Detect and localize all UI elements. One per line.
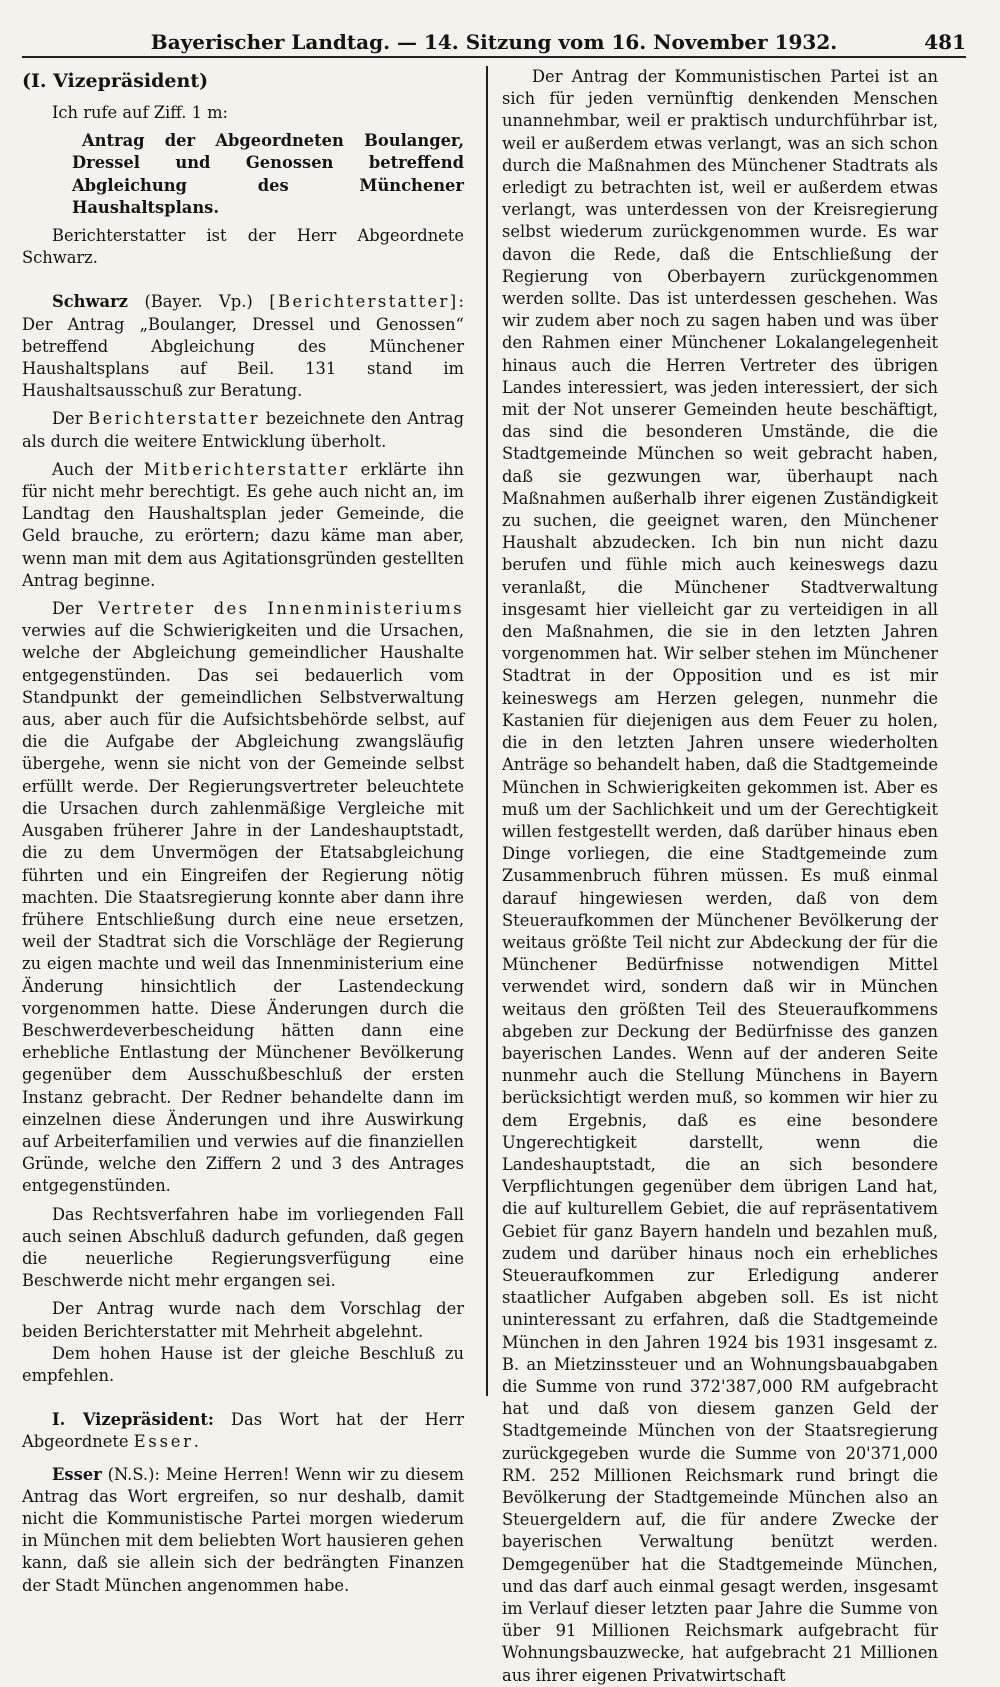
speaker-role: [Berichterstatter]	[269, 292, 459, 312]
text-run: bezeichnete den Antrag als durch die weitere Entwicklung überholt.	[22, 409, 464, 451]
running-title: Bayerischer Landtag. — 14. Sitzung vom 16. November 1932.	[150, 30, 838, 54]
text-run: Auch der	[52, 459, 144, 479]
page-number: 481	[924, 30, 966, 54]
text-run: verwies auf die Schwierigkeiten und die Ursachen, welche der Abgleichung gemeindlicher Haushalte entgegenstünden. Das sei bedauerlich vom Standpunkt der gemeindlichen Selbstverwaltung aus, aber auch für die Aufsichtsbehörde selbst, auf die die Aufgabe der Abgleichung zwangsläufig übergehe, wenn sie nicht von der Gemeinde selbst erfüllt werde. Der Regierungsvertreter beleuchtete die Ursachen durch zahlenmäßige Vergleiche mit Ausgaben früherer Jahre in der Landeshauptstadt, die zu dem Unvermögen der Etatsabgleichung führten und ein Eingreifen der Regierung nötig machten. Die Staatsregierung konnte aber dann ihre frühere Entschließung durch eine neue ersetzen, weil der Stadtrat sich die Vorschläge der Regierung zu eigen machte und weil das Innenministerium eine Änderung hinsichtlich der Lastendeckung vorgenommen hatte. Diese Änderungen durch die Beschwerdeverbescheidung hätten dann eine erhebliche Entlastung der Münchener Bevölkerung gegenüber dem Ausschußbeschluß der ersten Instanz gebracht. Der Redner behandelte dann im einzelnen diese Änderungen und ihre Auswirkung auf Arbeiterfamilien und verwies auf die finanziellen Gründe, welche den Ziffern 2 und 3 des Antrages entgegenstünden.	[22, 621, 464, 1196]
speaker-name: Esser	[52, 1464, 102, 1484]
speech-esser	[22, 1464, 464, 1597]
speaker-name: Schwarz	[52, 292, 128, 312]
speech-text: : Der Antrag „Boulanger, Dressel und Genossen“ betreffend Abgleichung des Münchener Haushaltsplans auf Beil. 131 stand im Haushaltsausschuß zur Beratung.	[22, 292, 464, 401]
speaker-name-spaced: Esser	[133, 1432, 194, 1452]
spaced-term: Berichterstatter	[88, 409, 260, 429]
speech-text: : Meine Herren! Wenn wir zu diesem Antrag das Wort ergreifen, so nur deshalb, damit nicht die Kommunistische Partei morgen wiederum in München mit dem beliebten Wort hausieren gehen kann, daß sie allein sich der bedrängten Finanzen der Stadt München angenommen habe.	[22, 1464, 464, 1595]
rapporteur-line: Berichterstatter ist der Herr Abgeordnete Schwarz.	[22, 226, 464, 268]
spaced-term: Mitberichterstatter	[143, 459, 350, 479]
text-run: Der	[52, 409, 89, 429]
paragraph	[22, 459, 464, 592]
text-run: erklärte ihn für nicht mehr berechtigt. Es gehe auch nicht an, im Landtag den Haushaltsplan jeder Gemeinde, die Geld brauche, zu erörtern; dazu käme man aber, wenn man mit dem aus Agitationsgründen gestellten Antrag beginne.	[22, 459, 464, 590]
left-column	[22, 66, 472, 1687]
paragraph: Der Antrag der Kommunistischen Partei ist an sich für jeden vernünftig denkenden Menschen unannehmbar, weil er praktisch undurchführbar ist, weil er außerdem etwas verlangt, was an sich schon durch die Maßnahmen des Münchener Stadtrats als erledigt zu betrachten ist, weil er außerdem etwas verlangt, was unterdessen von der Kreisregierung selbst wiederum zurückgenommen wurde. Es war davon die Rede, daß die Entschließung der Regierung von Oberbayern zurückgenommen werden sollte. Das ist unterdessen geschehen. Was wir zudem aber noch zu sagen haben und was über den Rahmen einer Münchener Lokalangelegenheit hinaus auch die Herren Vertreter des übrigen Landes interessiert, was jeden interessiert, der sich mit der Not unserer Gemeinden heute beschäftigt, das sind die besonderen Umstände, die die Stadtgemeinde München so weit gebracht haben, daß sie gezwungen war, überhaupt nach Maßnahmen außerhalb ihrer eigenen Zuständigkeit zu suchen, die geeignet waren, den Münchener Haushalt abzudecken. Ich bin nun nicht dazu berufen und fühle mich auch keineswegs dazu veranlaßt, die Münchener Stadtverwaltung insgesamt hier vielleicht gar zu verteidigen in all den Maßnahmen, die sie in den letzten Jahren vorgenommen hat. Wir selber stehen im Münchener Stadtrat in der Opposition und es ist mir keineswegs am Herzen gelegen, nunmehr die Kastanien für diejenigen aus dem Feuer zu holen, die in den letzten Jahren unsere wiederholten Anträge so behandelt haben, daß die Stadtgemeinde München in Schwierigkeiten gekommen ist. Aber es muß um der Sachlichkeit und um der Gerechtigkeit willen festgestellt werden, daß darüber hinaus eben Dinge vorliegen, die eine Stadtgemeinde zum Zusammenbruch führen müssen. Es muß einmal darauf hingewiesen werden, daß von dem Steueraufkommen der Münchener Bevölkerung der weitaus größte Teil nicht zur Abdeckung der für die Münchener Bedürfnisse notwendigen Mittel verwendet wird, sondern daß wir in München weitaus den größten Teil des Steueraufkommens abgeben zur Deckung der Bedürfnisse des ganzen bayerischen Landes. Wenn auf der anderen Seite nunmehr auch die Stellung Münchens in Bayern berücksichtigt werden muß, so kommen wir hier zu dem Ergebnis, daß es eine besondere Ungerechtigkeit darstellt, wenn die Landeshauptstadt, die an sich besondere Verpflichtungen gegenüber dem übrigen Land hat, die auf kulturellem Gebiet, die auf repräsentativem Gebiet für ganz Bayern handeln und bezahlen muß, zudem und darüber hinaus noch ein erhebliches Steueraufkommen zur Erledigung anderer staatlicher Aufgaben abgeben soll. Es ist nicht uninteressant zu erfahren, daß die Stadtgemeinde München in den Jahren 1924 bis 1931 insgesamt z. B. an Mietzinssteuer und an Wohnungsbauabgaben die Summe von rund 372'387,000 RM aufgebracht hat und daß von diesem ganzen Geld der Stadtgemeinde München von der Staatsregierung zurückgegeben wurde die Summe von 20'371,000 RM. 252 Millionen Reichsmark rund bringt die Bevölkerung der Stadtgemeinde München also an Steuergeldern auf, die für andere Zwecke der bayerischen Verwaltung benützt werden. Demgegenüber hat die Stadtgemeinde München, und das darf auch einmal gesagt werden, insgesamt im Verlauf dieser letzten paar Jahre die Summe von über 91 Millionen Reichsmark aufgebracht für Wohnungsbauzwecke, hat aufgebracht 21 Millionen aus ihrer eigenen Privatwirtschaft	[502, 67, 938, 1685]
speech-schwarz	[22, 291, 464, 402]
paragraph	[22, 598, 464, 1197]
spaced-term: Vertreter des Innenministeriums	[98, 599, 464, 619]
agenda-call: Ich rufe auf Ziff. 1 m:	[52, 103, 229, 122]
section-heading: (I. Vizepräsident)	[22, 70, 209, 92]
motion-title: Antrag der Abgeordneten Boulanger, Dressel und Genossen betreffend Abgleichung des Münchener Haushaltsplans.	[72, 131, 464, 217]
paragraph: Das Rechtsverfahren habe im vorliegenden Fall auch seinen Abschluß dadurch gefunden, daß gegen die neuerliche Regierungsverfügung eine Beschwerde nicht mehr ergangen sei.	[22, 1204, 464, 1291]
text-run: Der	[52, 599, 99, 619]
vice-president-remark	[22, 1409, 464, 1453]
running-header	[22, 26, 966, 58]
speaker-party: (N.S.)	[101, 1464, 155, 1484]
text-run: Das Wort hat der Herr Abgeordnete	[22, 1410, 464, 1452]
text-run: .	[193, 1432, 199, 1452]
vice-president-label: I. Vizepräsident:	[52, 1410, 214, 1430]
paragraph: Der Antrag wurde nach dem Vorschlag der beiden Berichterstatter mit Mehrheit abgelehnt.	[22, 1299, 464, 1341]
paragraph: Dem hohen Hause ist der gleiche Beschluß zu empfehlen.	[22, 1343, 464, 1385]
paragraph	[22, 408, 464, 452]
speaker-party: (Bayer. Vp.)	[127, 292, 270, 312]
right-column	[488, 66, 938, 1687]
two-column-body	[22, 66, 966, 1687]
